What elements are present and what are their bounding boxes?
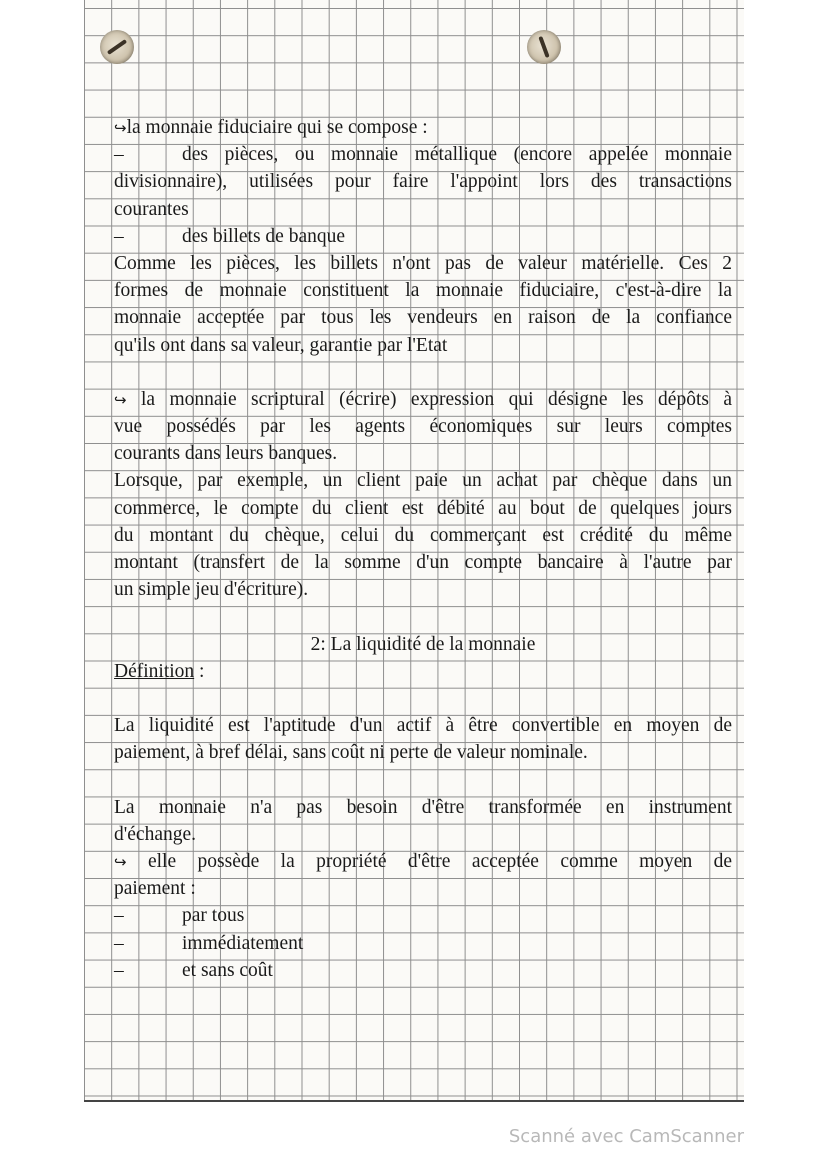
list-item-coins bbox=[114, 141, 732, 168]
text-line: qu'ils ont dans sa valeur, garantie par l'Etat bbox=[114, 334, 448, 356]
list-item-text: immédiatement bbox=[182, 932, 304, 954]
text-line: divisionnaire), utilisées pour faire l'appoint lors des transactions bbox=[114, 171, 732, 193]
list-item-text: par tous bbox=[182, 905, 245, 927]
punch-hole-left bbox=[100, 30, 134, 64]
text-line: formes de monnaie constituent la monnaie fiduciaire, c'est-à-dire la bbox=[114, 280, 732, 302]
section-heading: 2: La liquidité de la monnaie bbox=[310, 633, 536, 655]
dash-bullet: – bbox=[114, 959, 124, 981]
blank-line bbox=[114, 603, 732, 630]
text-line: La monnaie n'a pas besoin d'être transformée en instrument bbox=[114, 796, 732, 818]
definition-label: Définition : bbox=[114, 660, 205, 682]
dash-bullet: – bbox=[114, 225, 124, 247]
list-item-text: et sans coût bbox=[182, 959, 273, 981]
text-line: courantes bbox=[114, 198, 189, 220]
handwritten-notes bbox=[114, 114, 732, 984]
arrow-icon: ↪ bbox=[114, 390, 127, 409]
list-item bbox=[114, 930, 732, 957]
list-item-text: des pièces, ou monnaie métallique (encore appelée monnaie bbox=[182, 144, 732, 166]
text-line: du montant du chèque, celui du commerçant est crédité du même bbox=[114, 524, 732, 546]
text-line: Lorsque, par exemple, un client paie un achat par chèque dans un bbox=[114, 470, 732, 492]
blank-line bbox=[114, 359, 732, 386]
list-item-text: des billets de banque bbox=[182, 225, 345, 247]
blank-line bbox=[114, 685, 732, 712]
list-item bbox=[114, 957, 732, 984]
list-item-banknotes bbox=[114, 223, 732, 250]
text-line: Comme les pièces, les billets n'ont pas de valeur matérielle. Ces 2 bbox=[114, 252, 732, 274]
text-line: paiement : bbox=[114, 878, 196, 900]
dash-bullet: – bbox=[114, 905, 124, 927]
scriptural-intro: ↪ la monnaie scriptural (écrire) expression qui désigne les dépôts à bbox=[114, 388, 733, 410]
dash-bullet: – bbox=[114, 144, 124, 166]
text-line: courants dans leurs banques. bbox=[114, 443, 338, 465]
text-line: commerce, le compte du client est débité au bout de quelques jours bbox=[114, 497, 732, 519]
text-line: d'échange. bbox=[114, 823, 197, 845]
punch-hole-right bbox=[527, 30, 561, 64]
definition-text: paiement, à bref délai, sans coût ni perte de valeur nominale. bbox=[114, 742, 588, 764]
arrow-icon: ↪ bbox=[114, 119, 127, 137]
dash-bullet: – bbox=[114, 932, 124, 954]
list-item bbox=[114, 902, 732, 929]
definition-text: La liquidité est l'aptitude d'un actif à être convertible en moyen de bbox=[114, 715, 732, 737]
text-line: monnaie acceptée par tous les vendeurs en raison de la confiance bbox=[114, 307, 732, 329]
arrow-icon: ↪ bbox=[114, 853, 127, 872]
fiduciary-intro: ↪la monnaie fiduciaire qui se compose : bbox=[114, 117, 428, 138]
property-line: ↪ elle possède la propriété d'être acceptée comme moyen de bbox=[114, 851, 733, 873]
text-line: vue possédés par les agents économiques sur leurs comptes bbox=[114, 416, 732, 438]
blank-line bbox=[114, 767, 732, 794]
text-line: montant (transfert de la somme d'un compte bancaire à l'autre par bbox=[114, 552, 732, 574]
text-line: un simple jeu d'écriture). bbox=[114, 579, 309, 601]
scanner-watermark: Scanné avec CamScanner bbox=[508, 1126, 744, 1147]
